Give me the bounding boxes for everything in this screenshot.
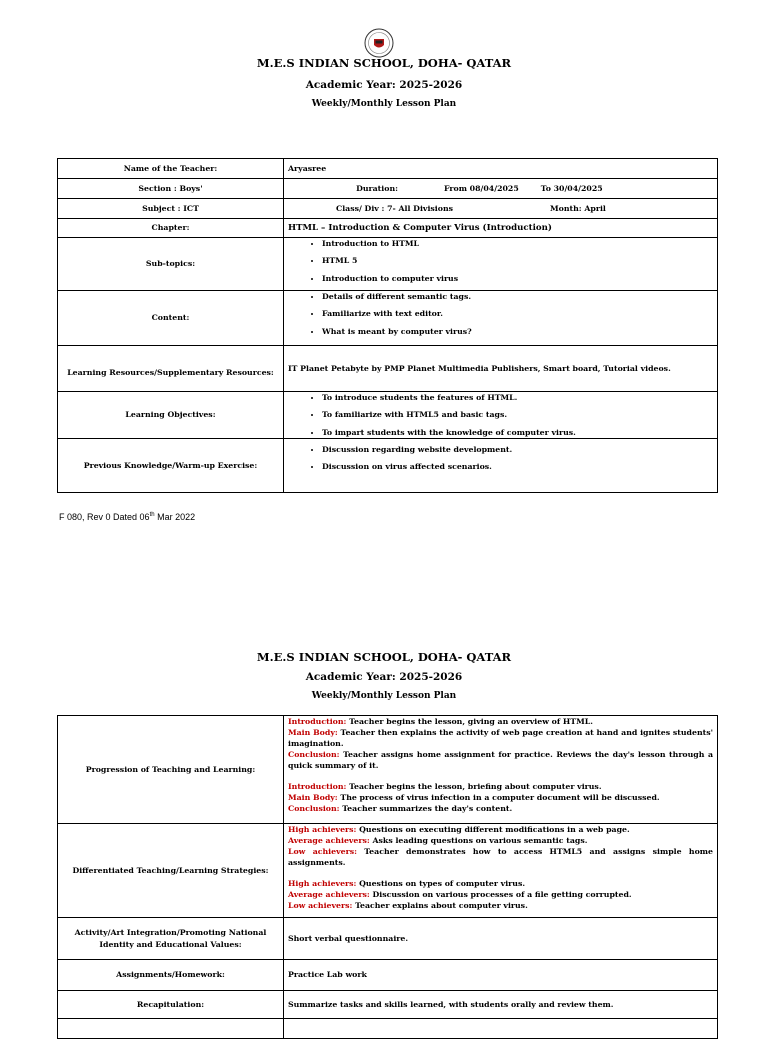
duration-label: Duration: bbox=[356, 183, 398, 193]
differentiated-label: Differentiated Teaching/Learning Strategies: bbox=[58, 824, 284, 918]
chapter-label: Chapter: bbox=[58, 219, 284, 238]
list-item: • To impart students with the knowledge of computer virus. bbox=[322, 427, 713, 438]
list-item: • To familiarize with HTML5 and basic tags. bbox=[322, 409, 713, 420]
average-key: Average achievers: bbox=[288, 836, 370, 846]
intro-text: Teacher begins the lesson, giving an overview of HTML. bbox=[346, 717, 593, 726]
list-item: • Introduction to HTML bbox=[322, 238, 713, 249]
teacher-value: Aryasree bbox=[284, 159, 718, 179]
academic-year-p2: Academic Year: 2025-2026 bbox=[305, 671, 463, 683]
content-label: Content: bbox=[58, 291, 284, 346]
plan-title: Weekly/Monthly Lesson Plan bbox=[311, 99, 457, 109]
intro-key: Introduction: bbox=[288, 782, 347, 792]
main-key: Main Body: bbox=[288, 793, 338, 803]
main-text: Teacher then explains the activity of web page creation at hand and ignites students' imagination. bbox=[288, 728, 713, 749]
chapter-value: HTML – Introduction & Computer Virus (Introduction) bbox=[284, 219, 718, 238]
intro-text: Teacher begins the lesson, briefing about computer virus. bbox=[346, 782, 602, 792]
previous-list bbox=[288, 444, 713, 473]
low-key: Low achievers: bbox=[288, 901, 353, 911]
high-key: High achievers: bbox=[288, 825, 357, 834]
class-div: Class/ Div : 7- All Divisions bbox=[336, 203, 454, 213]
form-ref-tail: Mar 2022 bbox=[154, 512, 196, 522]
form-ref-text: F 080, Rev 0 Dated 06 bbox=[59, 512, 150, 522]
duration-from: From 08/04/2025 bbox=[444, 183, 519, 193]
conclusion-text: Teacher assigns home assignment for practice. Reviews the day's lesson through a quick summary of it. bbox=[288, 750, 713, 771]
objectives-label: Learning Objectives: bbox=[58, 392, 284, 439]
average-text: Discussion on various processes of a file getting corrupted. bbox=[369, 890, 632, 900]
conclusion-key: Conclusion: bbox=[288, 750, 340, 760]
objectives-cell bbox=[284, 392, 718, 439]
list-item: • What is meant by computer virus? bbox=[322, 326, 713, 337]
duration-cell bbox=[284, 179, 718, 199]
list-item: • Introduction to computer virus bbox=[322, 273, 713, 284]
recapitulation-value: Summarize tasks and skills learned, with students orally and review them. bbox=[284, 991, 718, 1019]
assignments-label: Assignments/Homework: bbox=[58, 960, 284, 991]
teacher-label: Name of the Teacher: bbox=[58, 159, 284, 179]
high-text: Questions on types of computer virus. bbox=[356, 879, 526, 889]
resources-value: IT Planet Petabyte by PMP Planet Multimedia Publishers, Smart board, Tutorial videos. bbox=[284, 346, 718, 392]
list-item: • To introduce students the features of HTML. bbox=[322, 392, 713, 403]
duration-to: To 30/04/2025 bbox=[540, 183, 603, 193]
subject-label: Subject : ICT bbox=[58, 199, 284, 219]
average-key: Average achievers: bbox=[288, 890, 370, 900]
resources-label: Learning Resources/Supplementary Resources: bbox=[58, 346, 284, 392]
average-text: Asks leading questions on various semantic tags. bbox=[369, 836, 588, 846]
main-text: The process of virus infection in a computer document will be discussed. bbox=[337, 793, 660, 803]
lesson-plan-table bbox=[57, 158, 718, 493]
month: Month: April bbox=[550, 203, 606, 213]
next-row-label bbox=[58, 1019, 284, 1039]
conclusion-text: Teacher summarizes the day's content. bbox=[339, 804, 513, 814]
conclusion-key: Conclusion: bbox=[288, 804, 340, 814]
high-key: High achievers: bbox=[288, 879, 357, 889]
intro-key: Introduction: bbox=[288, 717, 347, 726]
subtopics-label: Sub-topics: bbox=[58, 238, 284, 291]
school-name-p2: M.E.S INDIAN SCHOOL, DOHA- QATAR bbox=[256, 650, 512, 664]
progression-cell bbox=[284, 716, 718, 824]
list-item: • Discussion on virus affected scenarios. bbox=[322, 461, 713, 472]
school-name: M.E.S INDIAN SCHOOL, DOHA- QATAR bbox=[256, 56, 512, 70]
list-item: • Familiarize with text editor. bbox=[322, 308, 713, 319]
class-month-cell bbox=[284, 199, 718, 219]
previous-cell bbox=[284, 438, 718, 492]
school-logo bbox=[364, 28, 394, 58]
list-item: • Discussion regarding website development. bbox=[322, 444, 713, 455]
content-list bbox=[288, 291, 713, 337]
list-item: • HTML 5 bbox=[322, 255, 713, 266]
section-label: Section : Boys' bbox=[58, 179, 284, 199]
low-key: Low achievers: bbox=[288, 847, 357, 857]
low-text: Teacher explains about computer virus. bbox=[352, 901, 528, 911]
activity-value: Short verbal questionnaire. bbox=[284, 918, 718, 960]
previous-label: Previous Knowledge/Warm-up Exercise: bbox=[58, 438, 284, 492]
recapitulation-label: Recapitulation: bbox=[58, 991, 284, 1019]
differentiated-cell bbox=[284, 824, 718, 918]
subtopics-cell bbox=[284, 238, 718, 291]
subtopics-list bbox=[288, 238, 713, 284]
next-row-value bbox=[284, 1019, 718, 1039]
progression-label: Progression of Teaching and Learning: bbox=[58, 716, 284, 824]
assignments-value: Practice Lab work bbox=[284, 960, 718, 991]
objectives-list bbox=[288, 392, 713, 438]
content-cell bbox=[284, 291, 718, 346]
list-item: • Details of different semantic tags. bbox=[322, 291, 713, 302]
academic-year: Academic Year: 2025-2026 bbox=[305, 79, 463, 91]
main-key: Main Body: bbox=[288, 728, 338, 738]
form-ref-sup: th bbox=[149, 512, 155, 518]
plan-title-p2: Weekly/Monthly Lesson Plan bbox=[311, 691, 457, 701]
low-text: Teacher demonstrates how to access HTML5 and assigns simple home assignments. bbox=[288, 847, 713, 868]
form-reference bbox=[59, 512, 195, 522]
activity-label: Activity/Art Integration/Promoting National Identity and Educational Values: bbox=[58, 918, 284, 960]
high-text: Questions on executing different modifications in a web page. bbox=[356, 825, 630, 834]
lesson-plan-table-2 bbox=[57, 715, 718, 1039]
